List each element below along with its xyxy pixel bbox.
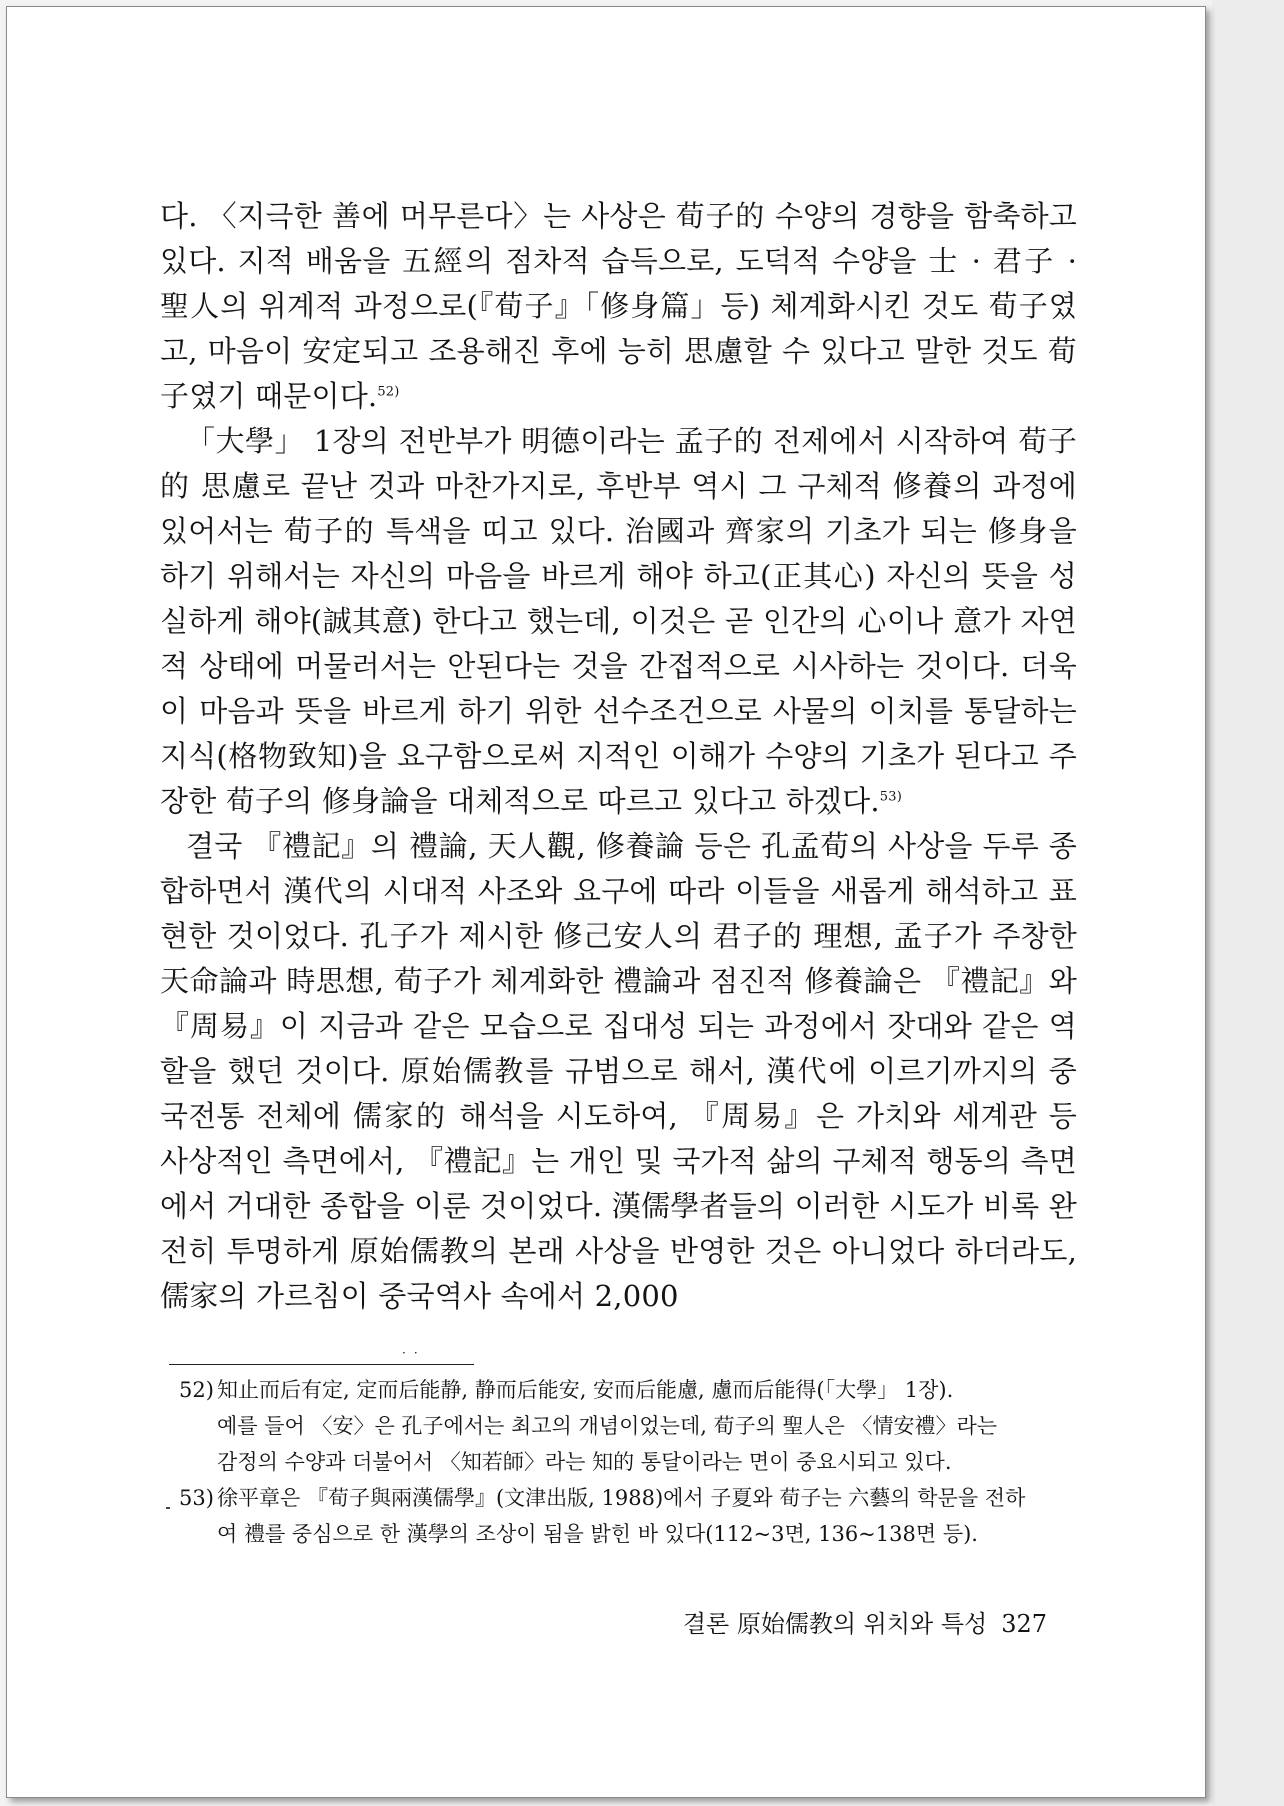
scan-dots: ·· [402,1346,426,1360]
viewer-background [1212,0,1284,1806]
paragraph-3: 결국 『禮記』의 禮論, 天人觀, 修養論 등은 孔孟荀의 사상을 두루 종합하면서 漢代의 시대적 사조와 요구에 따라 이들을 새롭게 해석하고 표현한 것이었다. 孔子가 제시한 修己安人의 君子的 理想, 孟子가 주창한 天命論과 時思想, 荀子가 체계화한 禮論과 점진적 修養論은 『禮記』와 『周易』이 지금과 같은 모습으로 집대성 되는 과정에서 잣대와 같은 역할을 했던 것이다. 原始儒教를 규범으로 해서, 漢代에 이르기까지의 중국전통 전체에 儒家的 해석을 시도하여, 『周易』은 가치와 세계관 등 사상적인 측면에서, 『禮記』는 개인 및 국가적 삶의 구체적 행동의 측면에서 거대한 종합을 이룬 것이었다. 漢儒學者들의 이러한 시도가 비록 완전히 투명하게 原始儒教의 본래 사상을 반영한 것은 아니었다 하더라도, 儒家의 가르침이 중국역사 속에서 2,000 [160,829,1077,1313]
footnote-line: 예를 들어 〈安〉은 孔子에서는 최고의 개념이었는데, 荀子의 聖人은 〈情安禮〉라는 [217,1414,998,1438]
page-number: 327 [1001,1610,1047,1638]
page-footer [647,1609,1047,1639]
footnote-ref-52[interactable]: 52) [377,384,400,400]
footnotes [179,1372,1071,1552]
footnote-number: 53) [179,1486,214,1510]
body-text [160,194,1077,1319]
paragraph-1: 다. 〈지극한 善에 머무른다〉는 사상은 荀子的 수양의 경향을 함축하고 있다. 지적 배움을 五經의 점차적 습득으로, 도덕적 수양을 士 · 君子 · 聖人의 위계적 과정으로(『荀子』「修身篇」등) 체계화시킨 것도 荀子였고, 마음이 安定되고 조용해진 후에 능히 思慮할 수 있다고 말한 것도 荀子였기 때문이다.$^{52)}$ [160,199,1077,413]
footnote-line: 知止而后有定, 定而后能静, 静而后能安, 安而后能慮, 慮而后能得(「大學」 1장). [217,1378,954,1402]
footnote-line: 감정의 수양과 더불어서 〈知若師〉라는 知的 통달이라는 면이 중요시되고 있다. [217,1450,952,1474]
footnote-52 [179,1372,1071,1480]
footnote-number: 52) [179,1378,214,1402]
running-chapter-title: 결론 原始儒教의 위치와 특성 [682,1610,988,1638]
document-page [6,6,1206,1798]
footnote-line: 徐平章은 『荀子與兩漢儒學』(文津出版, 1988)에서 子夏와 荀子는 六藝의 학문을 전하 [217,1486,1026,1510]
footnote-53 [179,1480,1071,1552]
footnote-ref-53[interactable]: 53) [879,789,902,805]
footnote-divider [169,1364,474,1365]
scan-mark [166,1507,170,1509]
paragraph-2: 「大學」 1장의 전반부가 明德이라는 孟子的 전제에서 시작하여 荀子的 思慮로 끝난 것과 마찬가지로, 후반부 역시 그 구체적 修養의 과정에 있어서는 荀子的 특색을 띠고 있다. 治國과 齊家의 기초가 되는 修身을 하기 위해서는 자신의 마음을 바르게 해야 하고(正其心) 자신의 뜻을 성실하게 해야(誠其意) 한다고 했는데, 이것은 곧 인간의 心이나 意가 자연적 상태에 머물러서는 안된다는 것을 간접적으로 시사하는 것이다. 더욱이 마음과 뜻을 바르게 하기 위한 선수조건으로 사물의 이치를 통달하는 지식(格物致知)을 요구함으로써 지적인 이해가 수양의 기초가 된다고 주장한 荀子의 修身論을 대체적으로 따르고 있다고 하겠다.$^{53)}$ [160,424,1077,818]
footnote-line: 여 禮를 중심으로 한 漢學의 조상이 됨을 밝힌 바 있다(112~3면, 136~138면 등). [217,1522,978,1546]
